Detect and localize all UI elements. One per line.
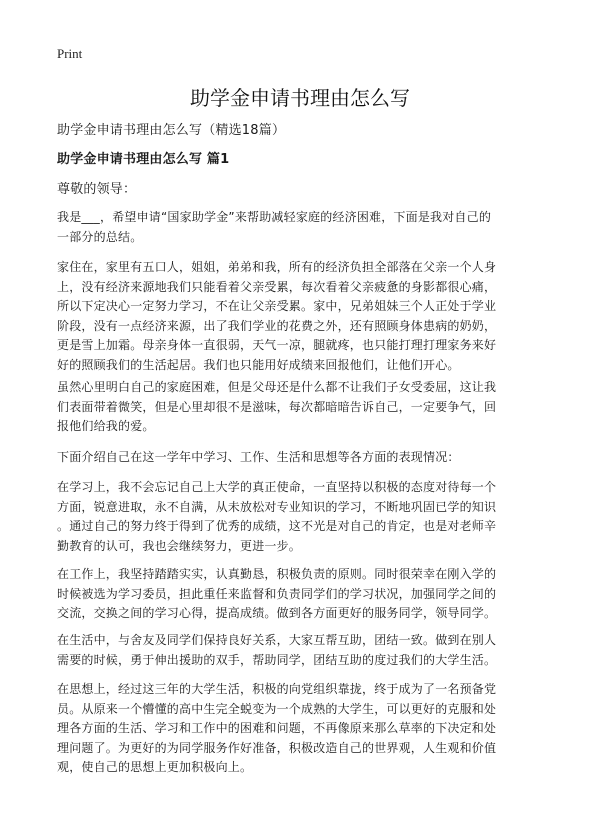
- paragraph-line: 在生活中，与舍友及同学们保持良好关系，大家互帮互助，团结一致。做到在别人: [57, 633, 497, 647]
- paragraph-line: 在工作上，我坚持踏踏实实，认真勤恳，积极负责的原则。同时很荣幸在刚入学的: [57, 567, 497, 581]
- paragraph-line: 在学习上，我不会忘记自己上大学的真正使命，一直坚持以积极的态度对待每一个: [57, 480, 497, 494]
- paragraph-line: 阶段，没有一点经济来源，出了我们学业的花费之外，还有照顾身体患病的奶奶，: [57, 318, 497, 333]
- paragraph-line: 所以下定决心一定努力学习，不在让父亲受累。家中，兄弟姐妹三个人正处于学业: [57, 299, 497, 313]
- paragraph-line: 下面介绍自己在这一学年中学习、工作、生活和思想等各方面的表现情况：: [57, 450, 460, 464]
- paragraph-line: 观，使自己的思想上更加积极向上。: [57, 760, 253, 774]
- paragraph-line: 更是雪上加霜。母亲身体一直很弱，天气一凉，腿就疼，也只能打理打理家务来好: [57, 338, 497, 352]
- paragraph-line: 方面，锐意进取，永不自满，从未放松对专业知识的学习，不断地巩固已学的知识: [57, 499, 497, 514]
- paragraph-line: 们表面带着微笑，但是心里却很不是滋味，每次都暗暗告诉自己，一定要争气，回: [57, 399, 497, 414]
- paragraph: [57, 448, 547, 468]
- paragraph-line: 我是___，希望申请“国家助学金”来帮助减轻家庭的经济困难，下面是我对自己的: [57, 210, 492, 224]
- paragraph-line: 在思想上，经过这三年的大学生活，积极的向党组织靠拢，终于成为了一名预备党: [57, 682, 497, 696]
- paragraph: [57, 378, 547, 437]
- paragraph: [57, 631, 547, 670]
- paragraph-line: 家住在，家里有五口人，姐姐，弟弟和我，所有的经济负担全部落在父亲一个人身: [57, 260, 497, 274]
- paragraph-line: 报他们给我的爱。: [57, 419, 155, 433]
- paragraph-line: 需要的时候，勇于伸出援助的双手，帮助同学，团结互助的度过我们的大学生活。: [57, 652, 497, 667]
- paragraph-line: 好的照顾我们的生活起居。我们也只能用好成绩来回报他们，让他们开心。: [57, 357, 460, 372]
- paragraph: [57, 565, 547, 624]
- paragraph: [57, 478, 547, 556]
- subtitle: 助学金申请书理由怎么写（精选18篇）: [57, 123, 286, 138]
- paragraph-line: 上，没有经济来源地我们只能看着父亲受累，每次看着父亲疲惫的身影都很心痛，: [57, 279, 497, 294]
- paragraph-line: 虽然心里明白自己的家庭困难，但是父母还是什么都不让我们子女受委屈，这让我: [57, 380, 497, 394]
- paragraph: [57, 680, 547, 778]
- paragraph: [57, 208, 547, 247]
- page-title: 助学金申请书理由怎么写: [190, 86, 410, 110]
- section-heading: 助学金申请书理由怎么写 篇1: [57, 152, 230, 167]
- paragraph-line: 时候被选为学习委员，担此重任来监督和负责同学们的学习状况，加强同学之间的: [57, 586, 497, 601]
- paragraph-line: 交流，交换之间的学习心得，提高成绩。做到各方面更好的服务同学，领导同学。: [57, 606, 497, 620]
- greeting: 尊敬的领导：: [57, 182, 137, 197]
- paragraph-line: 一部分的总结。: [57, 229, 143, 244]
- paragraph-line: 。通过自己的努力终于得到了优秀的成绩，这不光是对自己的肯定，也是对老师辛: [57, 519, 497, 533]
- print-link[interactable]: Print: [57, 46, 83, 61]
- paragraph-line: 理问题了。为更好的为同学服务作好准备，积极改造自己的世界观，人生观和价值: [57, 740, 497, 755]
- paragraph-line: 员。从原来一个懵懂的高中生完全蜕变为一个成熟的大学生，可以更好的克服和处: [57, 701, 497, 716]
- paragraph: [57, 258, 547, 375]
- paragraph-line: 理各方面的生活、学习和工作中的困难和问题，不再像原来那么草率的下决定和处: [57, 721, 497, 735]
- paragraph-line: 勤教育的认可，我也会继续努力，更进一步。: [57, 538, 302, 553]
